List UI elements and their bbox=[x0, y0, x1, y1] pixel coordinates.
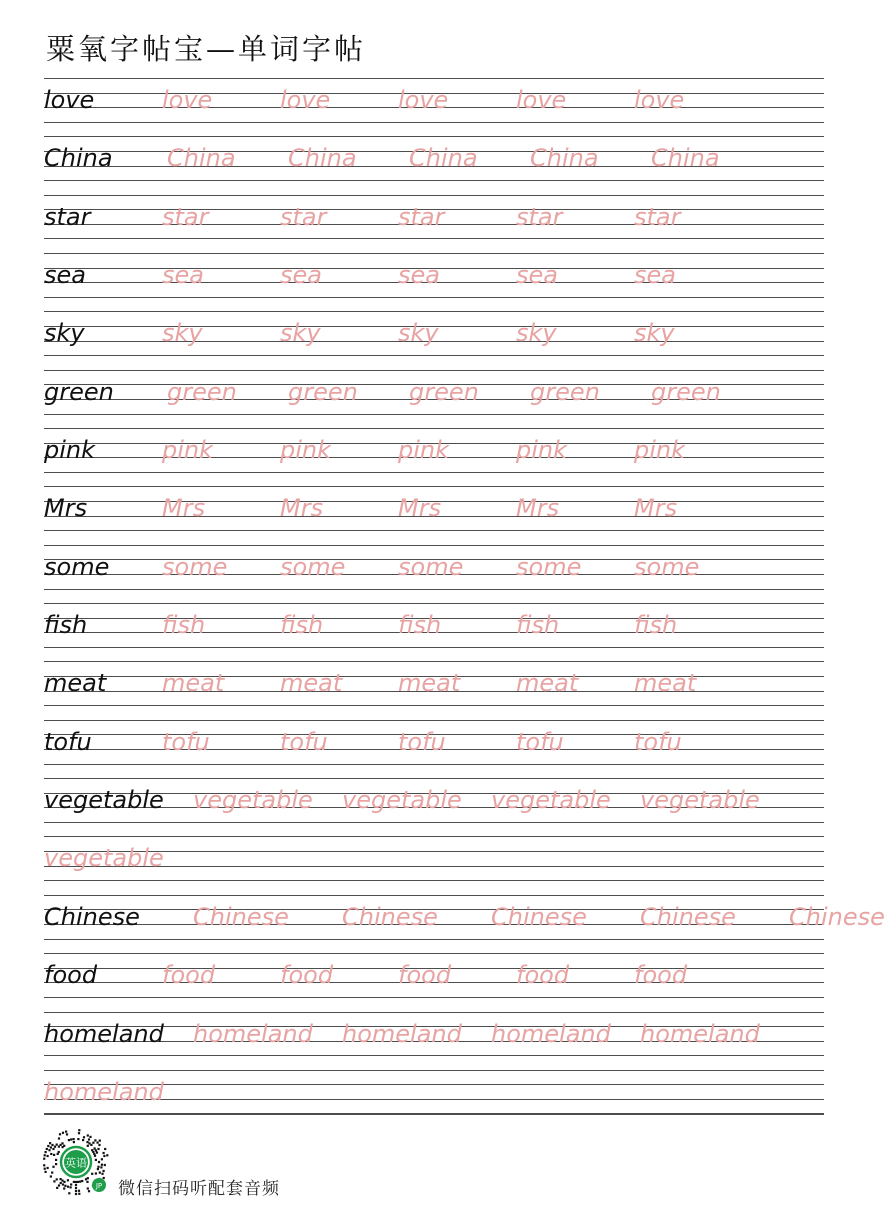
ruled-line bbox=[44, 589, 824, 590]
qr-dot bbox=[68, 1139, 70, 1141]
trace-word: fish bbox=[162, 611, 206, 640]
model-word: fish bbox=[44, 611, 88, 640]
trace-word: fish bbox=[516, 611, 560, 640]
trace-word: some bbox=[634, 552, 700, 581]
model-word: food bbox=[44, 961, 98, 990]
model-word: tofu bbox=[44, 727, 92, 756]
trace-word: homeland bbox=[491, 1019, 611, 1048]
trace-word: vegetable bbox=[342, 786, 462, 815]
qr-dot bbox=[45, 1171, 47, 1173]
trace-word: Chinese bbox=[491, 902, 587, 931]
qr-dot bbox=[51, 1144, 53, 1146]
qr-dot bbox=[55, 1159, 57, 1161]
trace-word: some bbox=[398, 552, 464, 581]
trace-word: Mrs bbox=[162, 494, 206, 523]
qr-dot bbox=[97, 1142, 99, 1144]
trace-word: some bbox=[280, 552, 346, 581]
copybook-row bbox=[44, 603, 824, 661]
trace-word: Mrs bbox=[634, 494, 678, 523]
ruled-line bbox=[44, 370, 824, 371]
ruled-line bbox=[44, 414, 824, 415]
qr-dot bbox=[87, 1134, 89, 1136]
ruled-line bbox=[44, 136, 824, 137]
trace-word: fish bbox=[280, 611, 324, 640]
trace-word: China bbox=[167, 144, 236, 173]
copybook-row bbox=[44, 1012, 824, 1070]
qr-dot bbox=[50, 1146, 52, 1148]
ruled-line bbox=[44, 822, 824, 823]
qr-dot bbox=[83, 1136, 85, 1138]
model-word: Chinese bbox=[44, 902, 140, 931]
ruled-line bbox=[44, 661, 824, 662]
trace-word: Chinese bbox=[640, 902, 736, 931]
bottom-rule bbox=[44, 1113, 824, 1114]
qr-dot bbox=[56, 1187, 58, 1189]
trace-word: tofu bbox=[162, 727, 210, 756]
ruled-line bbox=[44, 530, 824, 531]
trace-word: love bbox=[280, 86, 331, 114]
trace-word: food bbox=[634, 961, 688, 990]
trace-word: homeland bbox=[342, 1019, 462, 1048]
ruled-line bbox=[44, 545, 824, 546]
copybook-sheet bbox=[44, 78, 885, 1128]
qr-dot bbox=[53, 1180, 55, 1182]
qr-dot bbox=[94, 1147, 96, 1149]
trace-word: some bbox=[162, 552, 228, 581]
qr-dot bbox=[101, 1173, 103, 1175]
copybook-row bbox=[44, 836, 824, 894]
qr-dot bbox=[93, 1153, 95, 1155]
ruled-line bbox=[44, 647, 824, 648]
trace-word: food bbox=[516, 961, 570, 990]
copybook-row bbox=[44, 253, 824, 311]
qr-dot bbox=[63, 1181, 65, 1183]
qr-dot bbox=[77, 1138, 79, 1140]
trace-word: tofu bbox=[634, 727, 682, 756]
ruled-line bbox=[44, 486, 824, 487]
qr-dot bbox=[57, 1153, 59, 1155]
qr-dot bbox=[95, 1159, 97, 1161]
qr-dot bbox=[97, 1168, 99, 1170]
copybook-row bbox=[44, 545, 824, 603]
trace-word: green bbox=[530, 377, 600, 406]
trace-word: fish bbox=[398, 611, 442, 640]
ruled-line bbox=[44, 953, 824, 954]
trace-word: vegetable bbox=[44, 844, 164, 873]
trace-word: homeland bbox=[193, 1019, 313, 1048]
trace-word: star bbox=[280, 202, 327, 231]
trace-word: Chinese bbox=[193, 902, 289, 931]
ruled-line bbox=[44, 195, 824, 196]
qr-dot bbox=[48, 1149, 50, 1151]
qr-dot bbox=[50, 1153, 52, 1155]
qr-dot bbox=[87, 1145, 89, 1147]
model-word: homeland bbox=[44, 1019, 164, 1048]
qr-dot bbox=[47, 1155, 49, 1157]
trace-word: China bbox=[651, 144, 720, 173]
qr-dot bbox=[60, 1144, 62, 1146]
trace-word: star bbox=[634, 202, 681, 231]
qr-dot bbox=[78, 1132, 80, 1134]
trace-word: tofu bbox=[280, 727, 328, 756]
model-word: star bbox=[44, 202, 91, 231]
qr-dot bbox=[47, 1167, 49, 1169]
qr-dot bbox=[99, 1172, 101, 1174]
ruled-line bbox=[44, 180, 824, 181]
trace-word: homeland bbox=[640, 1019, 760, 1048]
trace-word: sky bbox=[516, 319, 557, 348]
ruled-line bbox=[44, 428, 824, 429]
qr-dot bbox=[63, 1187, 65, 1189]
trace-word: meat bbox=[516, 669, 579, 698]
trace-word: Mrs bbox=[516, 494, 560, 523]
qr-dot bbox=[50, 1175, 52, 1177]
copybook-row bbox=[44, 195, 824, 253]
qr-dot bbox=[68, 1192, 70, 1194]
trace-word: pink bbox=[162, 436, 214, 465]
qr-dot bbox=[49, 1142, 51, 1144]
qr-dot bbox=[54, 1146, 56, 1148]
ruled-line bbox=[44, 1012, 824, 1013]
qr-dot bbox=[86, 1181, 88, 1183]
qr-dot bbox=[98, 1161, 100, 1163]
copybook-row bbox=[44, 136, 824, 194]
trace-word: homeland bbox=[44, 1077, 164, 1106]
qr-dot bbox=[61, 1142, 63, 1144]
qr-dot bbox=[78, 1129, 80, 1131]
ruled-line bbox=[44, 778, 824, 779]
trace-word: tofu bbox=[398, 727, 446, 756]
trace-word: green bbox=[409, 377, 479, 406]
qr-dot bbox=[53, 1154, 55, 1156]
model-word: meat bbox=[44, 669, 107, 698]
qr-dot bbox=[101, 1164, 103, 1166]
trace-word: meat bbox=[398, 669, 461, 698]
qr-dot bbox=[70, 1183, 72, 1185]
qr-dot bbox=[91, 1173, 93, 1175]
trace-word: sea bbox=[516, 261, 558, 290]
qr-dot bbox=[59, 1133, 61, 1135]
qr-dot bbox=[61, 1180, 63, 1182]
trace-word: green bbox=[651, 377, 721, 406]
model-word: vegetable bbox=[44, 786, 164, 815]
qr-dot bbox=[75, 1193, 77, 1195]
ruled-line bbox=[44, 1070, 824, 1071]
qr-dot bbox=[70, 1186, 72, 1188]
ruled-line bbox=[44, 311, 824, 312]
trace-word: pink bbox=[398, 436, 450, 465]
qr-dot bbox=[87, 1187, 89, 1189]
trace-word: meat bbox=[280, 669, 343, 698]
qr-dot bbox=[70, 1138, 72, 1140]
qr-dot bbox=[94, 1155, 96, 1157]
trace-word: pink bbox=[634, 436, 686, 465]
qr-dot bbox=[56, 1178, 58, 1180]
qr-dot bbox=[106, 1154, 108, 1156]
trace-word: love bbox=[634, 86, 685, 114]
qr-dot bbox=[89, 1136, 91, 1138]
trace-word: meat bbox=[634, 669, 697, 698]
ruled-line bbox=[44, 1055, 824, 1056]
qr-dot bbox=[63, 1145, 65, 1147]
qr-badge-text: 英语 bbox=[65, 1156, 87, 1170]
qr-dot bbox=[103, 1155, 105, 1157]
trace-word: sky bbox=[162, 319, 203, 348]
qr-dot bbox=[82, 1139, 84, 1141]
trace-word: star bbox=[516, 202, 563, 231]
qr-dot bbox=[92, 1151, 94, 1153]
trace-word: sky bbox=[280, 319, 321, 348]
qr-dot bbox=[95, 1172, 97, 1174]
trace-word: vegetable bbox=[491, 786, 611, 815]
ruled-line bbox=[44, 603, 824, 604]
wechat-mini-program-code bbox=[42, 1128, 110, 1196]
qr-dot bbox=[104, 1164, 106, 1166]
copybook-row bbox=[44, 428, 824, 486]
qr-dot bbox=[44, 1168, 46, 1170]
qr-dot bbox=[51, 1172, 53, 1174]
qr-dot bbox=[79, 1181, 81, 1183]
trace-word: Chinese bbox=[342, 902, 438, 931]
trace-word: green bbox=[288, 377, 358, 406]
ruled-line bbox=[44, 238, 824, 239]
copybook-row bbox=[44, 895, 885, 953]
qr-dot bbox=[88, 1138, 90, 1140]
trace-word: tofu bbox=[516, 727, 564, 756]
qr-dot bbox=[104, 1148, 106, 1150]
qr-dot bbox=[75, 1190, 77, 1192]
copybook-row bbox=[44, 370, 824, 428]
copybook-row bbox=[44, 953, 824, 1011]
trace-word: meat bbox=[162, 669, 225, 698]
model-word: sky bbox=[44, 319, 85, 348]
ruled-line bbox=[44, 880, 824, 881]
qr-dot bbox=[62, 1132, 64, 1134]
ruled-line bbox=[44, 997, 824, 998]
qr-dot bbox=[56, 1144, 58, 1146]
ruled-line bbox=[44, 472, 824, 473]
qr-dot bbox=[64, 1185, 66, 1187]
qr-dot bbox=[62, 1183, 64, 1185]
trace-word: sky bbox=[634, 319, 675, 348]
trace-word: love bbox=[162, 86, 213, 114]
page-title: 粟氧字帖宝—单词字帖 bbox=[46, 32, 367, 66]
trace-word: love bbox=[398, 86, 449, 114]
qr-dot bbox=[92, 1142, 94, 1144]
trace-word: star bbox=[162, 202, 209, 231]
qr-dot bbox=[45, 1151, 47, 1153]
qr-dot bbox=[97, 1148, 99, 1150]
model-word: China bbox=[44, 144, 113, 173]
qr-dot bbox=[60, 1178, 62, 1180]
ruled-line bbox=[44, 895, 824, 896]
qr-dot bbox=[77, 1181, 79, 1183]
qr-dot bbox=[75, 1187, 77, 1189]
qr-dot bbox=[86, 1141, 88, 1143]
qr-dot bbox=[47, 1145, 49, 1147]
qr-dot bbox=[75, 1181, 77, 1183]
qr-dot bbox=[101, 1158, 103, 1160]
qr-dot bbox=[52, 1166, 54, 1168]
qr-dot bbox=[75, 1184, 77, 1186]
ruled-line bbox=[44, 78, 824, 79]
qr-dot bbox=[78, 1190, 80, 1192]
copybook-row bbox=[44, 486, 824, 544]
ruled-line bbox=[44, 355, 824, 356]
ruled-line bbox=[44, 720, 824, 721]
trace-word: fish bbox=[634, 611, 678, 640]
copybook-row bbox=[44, 78, 824, 136]
qr-dot bbox=[99, 1140, 101, 1142]
model-word: love bbox=[44, 86, 95, 114]
model-word: pink bbox=[44, 436, 96, 465]
audio-caption: 微信扫码听配套音频 bbox=[118, 1179, 280, 1199]
trace-word: green bbox=[167, 377, 237, 406]
copybook-row bbox=[44, 1070, 824, 1128]
trace-word: sea bbox=[162, 261, 204, 290]
qr-dot bbox=[66, 1133, 68, 1135]
trace-word: star bbox=[398, 202, 445, 231]
ruled-line bbox=[44, 122, 824, 123]
qr-dot bbox=[46, 1148, 48, 1150]
trace-word: food bbox=[398, 961, 452, 990]
trace-word: sea bbox=[398, 261, 440, 290]
trace-word: love bbox=[516, 86, 567, 114]
qr-dot bbox=[81, 1180, 83, 1182]
qr-dot bbox=[78, 1193, 80, 1195]
qr-dot bbox=[52, 1148, 54, 1150]
ruled-line bbox=[44, 297, 824, 298]
copybook-row bbox=[44, 720, 824, 778]
model-word: sea bbox=[44, 261, 86, 290]
trace-word: food bbox=[280, 961, 334, 990]
qr-dot bbox=[65, 1131, 67, 1133]
trace-word: food bbox=[162, 961, 216, 990]
qr-dot bbox=[43, 1158, 45, 1160]
model-word: green bbox=[44, 377, 114, 406]
qr-dot bbox=[58, 1184, 60, 1186]
ruled-line bbox=[44, 836, 824, 837]
qr-dot bbox=[44, 1154, 46, 1156]
qr-dot bbox=[67, 1179, 69, 1181]
ruled-line bbox=[44, 939, 824, 940]
copybook-row bbox=[44, 311, 824, 369]
ruled-line bbox=[44, 764, 824, 765]
trace-word: Mrs bbox=[398, 494, 442, 523]
qr-dot bbox=[60, 1182, 62, 1184]
qr-dot bbox=[73, 1141, 75, 1143]
trace-word: China bbox=[288, 144, 357, 173]
qr-dot bbox=[88, 1190, 90, 1192]
qr-corner-text: JP bbox=[95, 1182, 103, 1190]
qr-dot bbox=[100, 1166, 102, 1168]
qr-dot bbox=[88, 1142, 90, 1144]
ruled-line bbox=[44, 705, 824, 706]
trace-word: China bbox=[409, 144, 478, 173]
model-word: Mrs bbox=[44, 494, 88, 523]
qr-dot bbox=[58, 1137, 60, 1139]
trace-word: Mrs bbox=[280, 494, 324, 523]
qr-dot bbox=[98, 1144, 100, 1146]
ruled-line bbox=[44, 253, 824, 254]
trace-word: pink bbox=[516, 436, 568, 465]
qr-dot bbox=[94, 1139, 96, 1141]
copybook-row bbox=[44, 661, 824, 719]
trace-word: sky bbox=[398, 319, 439, 348]
trace-word: sea bbox=[280, 261, 322, 290]
qr-dot bbox=[103, 1177, 105, 1179]
trace-word: vegetable bbox=[640, 786, 760, 815]
trace-word: Chinese bbox=[789, 902, 885, 931]
qr-dot bbox=[55, 1163, 57, 1165]
qr-dot bbox=[103, 1152, 105, 1154]
qr-dot bbox=[90, 1144, 92, 1146]
qr-dot bbox=[67, 1186, 69, 1188]
trace-word: pink bbox=[280, 436, 332, 465]
qr-dot bbox=[73, 1181, 75, 1183]
trace-word: vegetable bbox=[193, 786, 313, 815]
qr-dot bbox=[95, 1149, 97, 1151]
trace-word: some bbox=[516, 552, 582, 581]
qr-dot bbox=[73, 1138, 75, 1140]
copybook-row bbox=[44, 778, 824, 836]
qr-dot bbox=[58, 1151, 60, 1153]
trace-word: China bbox=[530, 144, 599, 173]
trace-word: sea bbox=[634, 261, 676, 290]
qr-dot bbox=[103, 1170, 105, 1172]
qr-dot bbox=[96, 1152, 98, 1154]
qr-dot bbox=[85, 1178, 87, 1180]
model-word: some bbox=[44, 552, 110, 581]
qr-dot bbox=[43, 1164, 45, 1166]
qr-dot bbox=[97, 1166, 99, 1168]
